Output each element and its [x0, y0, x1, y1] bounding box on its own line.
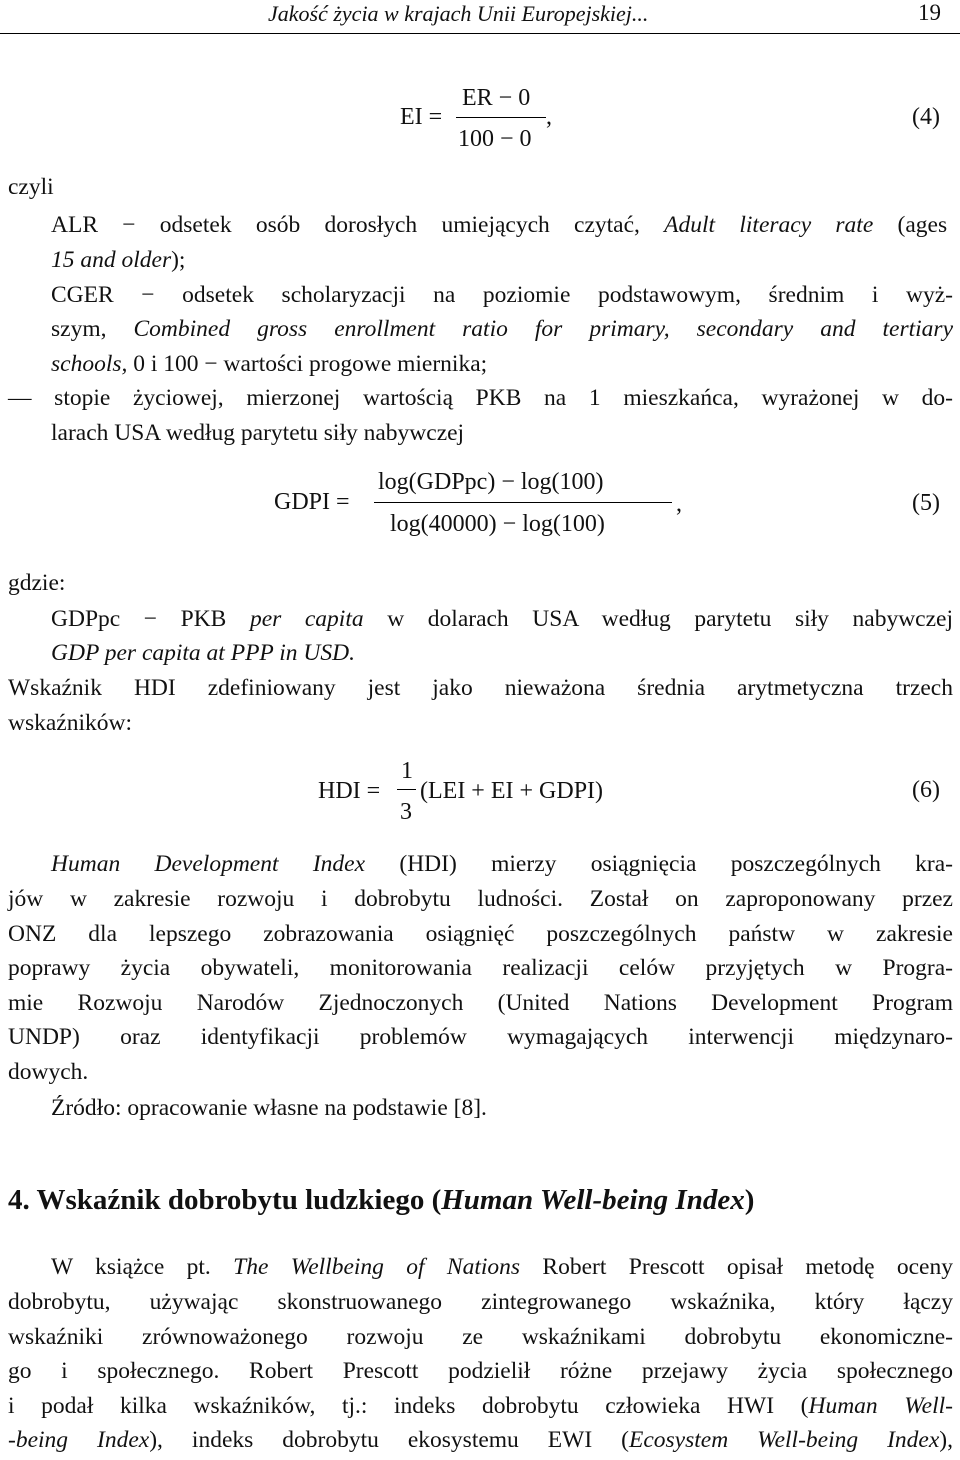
page-number: 19 — [918, 0, 941, 25]
eq4-denominator: 100 − 0 — [458, 126, 532, 152]
eq6-number: (6) — [912, 777, 940, 803]
running-header — [0, 0, 960, 34]
hdi-para-line7: dowych. — [8, 1059, 89, 1085]
def-alr-line2: 15 and older); — [51, 247, 186, 273]
source-note: Źródło: opracowanie własne na podstawie [8]. — [51, 1095, 487, 1121]
eq4-numerator: ER − 0 — [462, 85, 531, 111]
def-cger-line2: szym, Combined gross enrollment ratio for primary, secondary and tertiary — [51, 316, 953, 342]
running-title: Jakość życia w krajach Unii Europejskiej... — [268, 1, 649, 26]
hdi-para-line3: ONZ dla lepszego zobrazowania osiągnięć poszczególnych państw w zakresie — [8, 921, 953, 947]
eq4-number: (4) — [912, 104, 940, 130]
def-standard-line1: — stopie życiowej, mierzonej wartością PKB na 1 mieszkańca, wyrażonej w do- — [8, 385, 953, 411]
eq4-lhs: EI = — [400, 104, 443, 130]
eq6-numerator: 1 — [401, 758, 413, 784]
eq4-comma: , — [546, 104, 552, 130]
hdi-para-line4: poprawy życia obywateli, monitorowania realizacji celów przyjętych w Progra- — [8, 955, 953, 981]
gdzie-label: gdzie: — [8, 570, 66, 596]
hdi-para-line5: mie Rozwoju Narodów Zjednoczonych (United Nations Development Program — [8, 990, 953, 1016]
eq6-fraction-bar — [397, 789, 416, 790]
czyli-label: czyli — [8, 174, 54, 200]
section-para-line2: dobrobytu, używając skonstruowanego zintegrowanego wskaźnika, który łączy — [8, 1289, 953, 1315]
section-para-line4: go i społecznego. Robert Prescott podzielił różne przejawy życia społecznego — [8, 1358, 953, 1384]
eq6-body: (LEI + EI + GDPI) — [420, 778, 604, 804]
hdi-para-line2: jów w zakresie rozwoju i dobrobytu ludności. Został on zaproponowany przez — [8, 886, 953, 912]
eq6-lhs: HDI = — [318, 778, 381, 804]
eq5-numerator: log(GDPpc) − log(100) — [378, 469, 604, 495]
def-gdppc-line1: GDPpc − PKB per capita w dolarach USA według parytetu siły nabywczej — [51, 606, 953, 632]
section-para-line3: wskaźniki zrównoważonego rozwoju ze wskaźnikami dobrobytu ekonomiczne- — [8, 1324, 953, 1350]
eq5-comma: , — [676, 491, 682, 517]
eq5-number: (5) — [912, 490, 940, 516]
hdi-intro-line2: wskaźników: — [8, 710, 133, 736]
def-gdppc-line2: GDP per capita at PPP in USD. — [51, 640, 355, 666]
def-alr-line1: ALR − odsetek osób dorosłych umiejących czytać, Adult literacy rate (ages — [51, 212, 948, 238]
section-para-line6: -being Index), indeks dobrobytu ekosystemu EWI (Ecosystem Well-being Index), — [8, 1427, 953, 1453]
hdi-para-line1: Human Development Index (HDI) mierzy osiągnięcia poszczególnych kra- — [51, 851, 953, 877]
eq5-denominator: log(40000) − log(100) — [390, 511, 605, 537]
def-cger-line3: schools, 0 i 100 − wartości progowe miernika; — [51, 351, 488, 377]
section-heading: 4. Wskaźnik dobrobytu ludzkiego (Human Well-being Index) — [8, 1184, 755, 1216]
eq4-fraction-bar — [456, 117, 546, 118]
eq5-fraction-bar — [374, 502, 672, 503]
hdi-para-line6: UNDP) oraz identyfikacji problemów wymagających interwencji międzynaro- — [8, 1024, 953, 1050]
def-cger-line1: CGER − odsetek scholaryzacji na poziomie podstawowym, średnim i wyż- — [51, 282, 953, 308]
eq6-denominator: 3 — [400, 799, 412, 825]
def-standard-line2: larach USA według parytetu siły nabywczej — [51, 420, 465, 446]
section-para-line5: i podał kilka wskaźników, tj.: indeks dobrobytu człowieka HWI (Human Well- — [8, 1393, 953, 1419]
eq5-lhs: GDPI = — [274, 489, 350, 515]
section-para-line1: W książce pt. The Wellbeing of Nations Robert Prescott opisał metodę oceny — [51, 1254, 953, 1280]
hdi-intro-line1: Wskaźnik HDI zdefiniowany jest jako nieważona średnia arytmetyczna trzech — [8, 675, 953, 701]
